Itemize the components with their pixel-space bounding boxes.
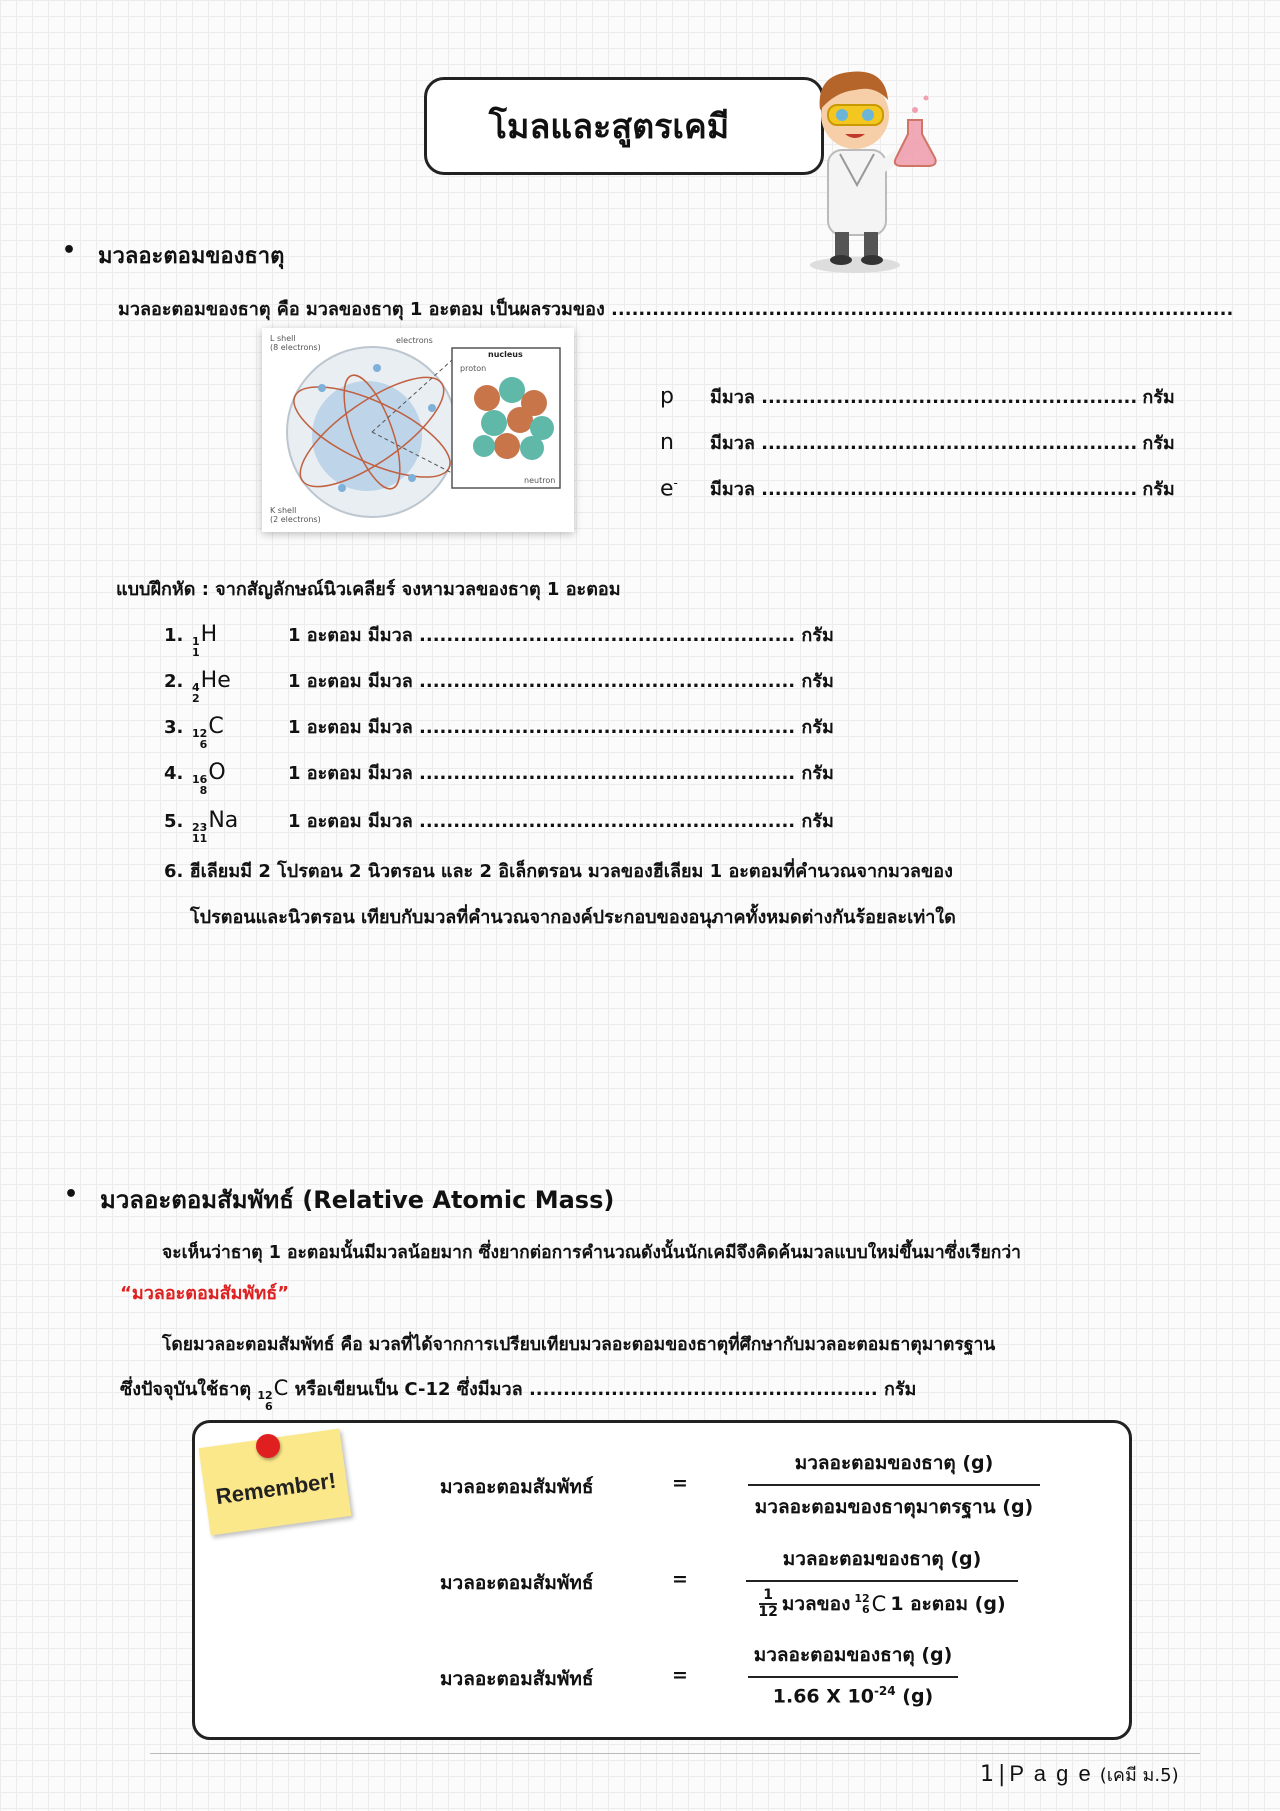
page-word: P a g e	[1009, 1761, 1093, 1786]
nucleus-label: nucleus	[488, 350, 523, 359]
particle-row-proton	[660, 382, 1175, 411]
exercise-unit: กรัม	[801, 625, 834, 646]
exercise-nuclide	[192, 668, 288, 704]
eq3-equals: =	[672, 1664, 688, 1686]
mass-number: 16	[192, 773, 208, 786]
exercise-number: 5.	[164, 811, 184, 832]
exercise-number: 2.	[164, 671, 184, 692]
l-shell-subtext: (8 electrons)	[270, 343, 321, 352]
atomic-number: 6	[199, 738, 208, 751]
p3-unit: กรัม	[883, 1379, 917, 1400]
section2-bullet: •	[64, 1182, 79, 1207]
k-shell-text: K shell	[270, 506, 297, 515]
k-shell-label	[270, 506, 321, 524]
atomic-mass-definition: มวลอะตอมของธาตุ คือ มวลของธาตุ 1 อะตอม เป็นผลรวมของ ...........................................................................................	[118, 299, 1234, 320]
electron-mass-blank: มีมวล .......................................................	[710, 479, 1138, 500]
l-shell-label	[270, 334, 321, 352]
eq1-denominator: มวลอะตอมของธาตุมาตรฐาน (g)	[754, 1496, 1034, 1518]
exercise-blank: 1 อะตอม มีมวล .......................................................	[288, 811, 796, 832]
page-number: 1	[980, 1762, 994, 1787]
atom-diagram-graphic	[262, 328, 574, 532]
electrons-label: electrons	[396, 336, 433, 345]
element-symbol: O	[208, 760, 226, 785]
exercise-unit: กรัม	[801, 671, 834, 692]
title-box	[424, 77, 824, 175]
exercise-blank: 1 อะตอม มีมวล .......................................................	[288, 671, 796, 692]
atomic-number: 1	[192, 646, 200, 659]
exercise-blank: 1 อะตอม มีมวล .......................................................	[288, 763, 796, 784]
eq2-numerator: มวลอะตอมของธาตุ (g)	[782, 1548, 982, 1570]
section1-bullet: •	[62, 238, 77, 263]
question-6-line2: โปรตอนและนิวตรอน เทียบกับมวลที่คำนวณจากองค์ประกอบของอนุภาคทั้งหมดต่างกันร้อยละเท่าใด	[190, 907, 956, 928]
eq2-atomic-number: 6	[862, 1602, 870, 1616]
electron-symbol: e	[660, 476, 674, 501]
p3-post: หรือเขียนเป็น C-12 ซึ่งมีมวล ...................................................	[294, 1379, 878, 1400]
neutron-mass-blank: มีมวล .......................................................	[710, 433, 1138, 454]
element-symbol: He	[200, 668, 231, 693]
eq2-fraction-bar	[746, 1580, 1018, 1582]
exercise-title: แบบฝึกหัด : จากสัญลักษณ์นิวเคลียร์ จงหามวลของธาตุ 1 อะตอม	[116, 579, 621, 600]
exercise-number: 3.	[164, 717, 184, 738]
exercise-number: 4.	[164, 763, 184, 784]
page-title: โมลและสูตรเคมี	[488, 107, 730, 147]
c12-atomic-number: 6	[264, 1400, 273, 1413]
neutron-label: neutron	[524, 476, 556, 485]
one-twelfth-num: 1	[763, 1587, 773, 1603]
nuclide-numbers	[192, 822, 207, 844]
p3-pre: ซึ่งปัจจุบันใช้ธาตุ	[120, 1379, 252, 1400]
electron-charge: -	[673, 475, 678, 490]
one-twelfth-den: 12	[758, 1603, 778, 1620]
exercise-nuclide	[192, 714, 288, 750]
nuclide-numbers	[192, 774, 207, 796]
section2-paragraph2: โดยมวลอะตอมสัมพัทธ์ คือ มวลที่ได้จากการเปรียบเทียบมวลอะตอมของธาตุที่ศึกษากับมวลอะตอมธาตุมาตรฐาน	[162, 1335, 996, 1355]
l-shell-text: L shell	[270, 334, 296, 343]
eq1-frac	[748, 1448, 1040, 1522]
eq2-mass-number: 12	[854, 1591, 870, 1605]
c12-mass-number: 12	[257, 1389, 273, 1402]
remember-note-text: Remember!	[214, 1467, 338, 1510]
pushpin-icon	[256, 1434, 280, 1458]
k-shell-subtext: (2 electrons)	[270, 515, 321, 524]
scientist-illustration	[780, 50, 960, 275]
section2-highlight: “มวลอะตอมสัมพัทธ์”	[120, 1283, 290, 1304]
eq3-fraction-bar	[748, 1676, 958, 1678]
element-symbol: H	[200, 622, 218, 647]
exercise-number: 1.	[164, 625, 184, 646]
mass-number: 12	[192, 727, 208, 740]
exercise-unit: กรัม	[801, 811, 834, 832]
exercise-row	[164, 806, 834, 844]
exercise-blank: 1 อะตอม มีมวล .......................................................	[288, 717, 796, 738]
eq3-frac	[748, 1640, 958, 1707]
page-footer	[980, 1760, 1179, 1789]
nuclide-numbers	[192, 728, 207, 750]
atom-diagram	[262, 328, 574, 532]
proton-symbol: p	[660, 384, 674, 409]
proton-unit: กรัม	[1142, 387, 1175, 408]
proton-mass-blank: มีมวล .......................................................	[710, 387, 1138, 408]
eq3-den-pre: 1.66 X 10	[772, 1685, 874, 1708]
eq3-fraction	[748, 1640, 958, 1707]
eq2-fraction	[746, 1544, 1018, 1620]
section2-heading: มวลอะตอมสัมพัทธ์ (Relative Atomic Mass)	[100, 1186, 615, 1214]
eq1-fraction-bar	[748, 1484, 1040, 1486]
eq1-fraction	[748, 1448, 1040, 1522]
particle-row-electron	[660, 474, 1175, 503]
atomic-number: 2	[192, 692, 200, 705]
mass-number: 4	[192, 681, 200, 694]
eq2-frac	[746, 1544, 1018, 1620]
eq2-den-post: 1 อะตอม (g)	[890, 1592, 1006, 1615]
eq3-numerator: มวลอะตอมของธาตุ (g)	[753, 1644, 953, 1666]
exercise-nuclide	[192, 622, 288, 658]
electron-unit: กรัม	[1142, 479, 1175, 500]
atomic-number: 8	[199, 784, 208, 797]
element-symbol: C	[208, 714, 224, 739]
eq3-denominator	[773, 1684, 933, 1707]
section2-paragraph3	[120, 1374, 916, 1412]
mass-number: 23	[192, 821, 208, 834]
exercise-blank: 1 อะตอม มีมวล .......................................................	[288, 625, 796, 646]
neutron-unit: กรัม	[1142, 433, 1175, 454]
exercise-unit: กรัม	[801, 717, 834, 738]
question-6-line1: 6. ฮีเลียมมี 2 โปรตอน 2 นิวตรอน และ 2 อิเล็กตรอน มวลของฮีเลียม 1 อะตอมที่คำนวณจากมวลของ	[164, 861, 953, 882]
atomic-number: 11	[192, 832, 208, 845]
exercise-unit: กรัม	[801, 763, 834, 784]
mass-number: 1	[192, 635, 200, 648]
proton-label: proton	[460, 364, 487, 373]
eq2-nuclide-numbers	[854, 1593, 869, 1615]
eq2-element: C	[871, 1591, 887, 1616]
exercise-row	[164, 620, 834, 658]
eq2-equals: =	[672, 1568, 688, 1590]
nuclide-numbers	[192, 636, 200, 658]
electron-symbol-wrap	[660, 476, 710, 501]
section2-paragraph1: จะเห็นว่าธาตุ 1 อะตอมนั้นมีมวลน้อยมาก ซึ่งยากต่อการคำนวณดังนั้นนักเคมีจึงคิดค้นมวลแบบใหม่ขึ้นมาซึ่งเรียกว่า	[162, 1243, 1021, 1263]
eq1-numerator: มวลอะตอมของธาตุ (g)	[794, 1452, 994, 1474]
neutron-symbol: n	[660, 430, 674, 455]
element-symbol: Na	[208, 808, 239, 833]
one-twelfth	[758, 1588, 777, 1620]
exercise-nuclide	[192, 760, 288, 796]
exercise-row	[164, 758, 834, 796]
eq2-den-pre: มวลของ	[781, 1592, 851, 1615]
footer-separator: |	[998, 1762, 1006, 1787]
eq3-den-post: (g)	[902, 1685, 934, 1708]
eq1-equals: =	[672, 1472, 688, 1494]
subject-label: (เคมี ม.5)	[1099, 1765, 1179, 1786]
eq3-exponent: -24	[873, 1684, 896, 1698]
eq1-label: มวลอะตอมสัมพัทธ์	[440, 1476, 594, 1498]
footer-divider	[150, 1753, 1200, 1754]
c12-nuclide-numbers	[257, 1390, 272, 1412]
section1-heading: มวลอะตอมของธาตุ	[98, 244, 285, 269]
eq2-label: มวลอะตอมสัมพัทธ์	[440, 1572, 594, 1594]
nuclide-numbers	[192, 682, 200, 704]
c12-element: C	[273, 1376, 289, 1400]
eq2-denominator	[758, 1588, 1005, 1620]
eq3-label: มวลอะตอมสัมพัทธ์	[440, 1668, 594, 1690]
exercise-row	[164, 712, 834, 750]
exercise-nuclide	[192, 808, 288, 844]
exercise-row	[164, 666, 834, 704]
particle-row-neutron	[660, 428, 1175, 457]
